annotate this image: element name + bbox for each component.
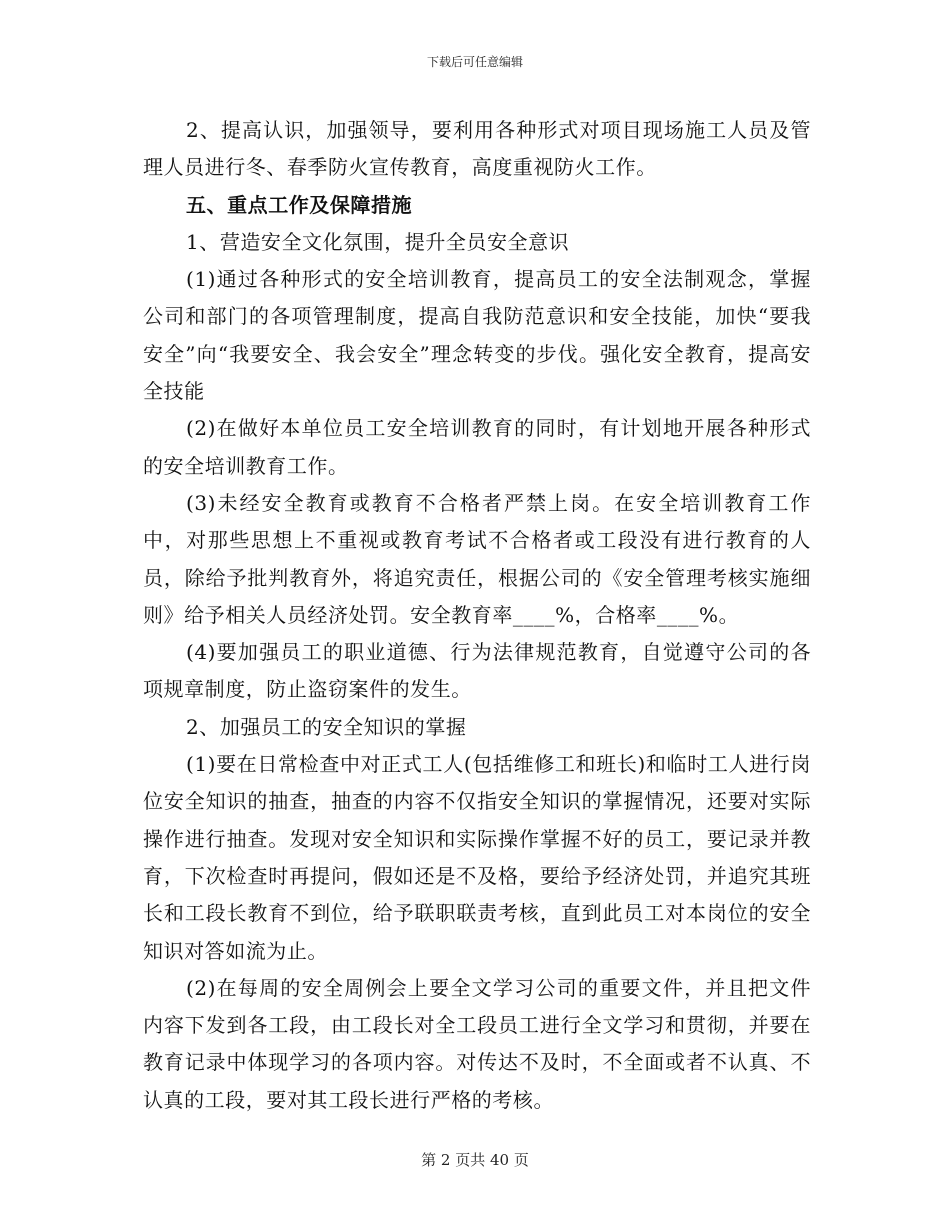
paragraph-item-2-1: (1)要在日常检查中对正式工人(包括维修工和班长)和临时工人进行岗位安全知识的抽查，抽查的内容不仅指安全知识的掌握情况，还要对实际操作进行抽查。发现对安全知识和实际操作掌握不好的员工，要记录并教育，下次检查时再提问，假如还是不及格，要给予经济处罚，并追究其班长和工段长教育不到位，给予联职联责考核，直到此员工对本岗位的安全知识对答如流为止。 — [143, 752, 811, 963]
section-heading-key-work: 五、重点工作及保障措施 — [186, 192, 413, 217]
paragraph-item-1-2: (2)在做好本单位员工安全培训教育的同时，有计划地开展各种形式的安全培训教育工作。 — [143, 416, 811, 478]
page-number-footer: 第 2 页共 40 页 — [421, 1151, 529, 1169]
page-header: 下载后可任意编辑 — [426, 55, 523, 69]
paragraph-item-2-2: (2)在每周的安全周例会上要全文学习公司的重要文件，并且把文件内容下发到各工段，由工段长对全工段员工进行全文学习和贯彻，并要在教育记录中体现学习的各项内容。对传达不及时，不全面或者不认真、不认真的工段，要对其工段长进行严格的考核。 — [143, 975, 811, 1112]
paragraph-fire-awareness: 2、提高认识，加强领导，要利用各种形式对项目现场施工人员及管理人员进行冬、春季防火宣传教育，高度重视防火工作。 — [143, 118, 811, 180]
subheading-safety-culture: 1、营造安全文化氛围，提升全员安全意识 — [186, 229, 570, 254]
subheading-safety-knowledge: 2、加强员工的安全知识的掌握 — [186, 714, 467, 739]
paragraph-item-1-3: (3)未经安全教育或教育不合格者严禁上岗。在安全培训教育工作中，对那些思想上不重视或教育考试不合格者或工段没有进行教育的人员，除给予批判教育外，将追究责任，根据公司的《安全管理考核实施细则》给予相关人员经济处罚。安全教育率____%，合格率____%。 — [143, 490, 811, 627]
document-body — [143, 112, 811, 1119]
paragraph-item-1-1: (1)通过各种形式的安全培训教育，提高员工的安全法制观念，掌握公司和部门的各项管理制度，提高自我防范意识和安全技能，加快“要我安全”向“我要安全、我会安全”理念转变的步伐。强化安全教育，提高安全技能 — [143, 267, 811, 404]
paragraph-item-1-4: (4)要加强员工的职业道德、行为法律规范教育，自觉遵守公司的各项规章制度，防止盗窃案件的发生。 — [143, 640, 811, 702]
